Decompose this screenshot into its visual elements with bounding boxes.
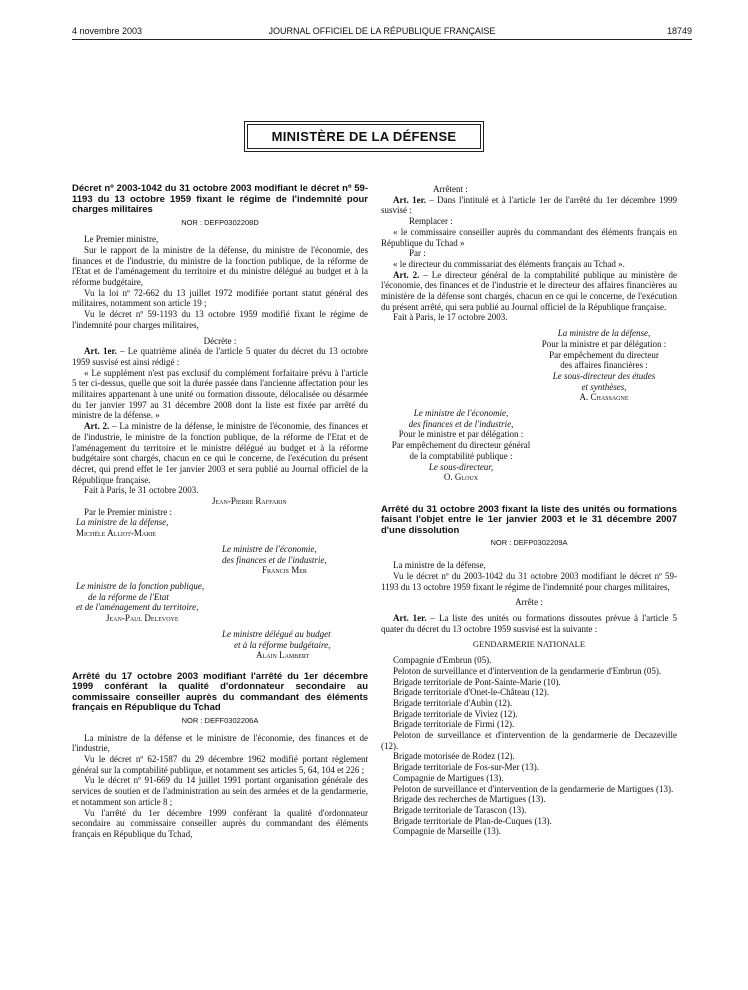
arrete1-s2-l4: Par empêchement du directeur général [391, 440, 531, 451]
arrete2-arrete: Arrête : [515, 597, 543, 608]
unit-list-item: Brigade des recherches de Martigues (13). [393, 794, 546, 805]
header-journal-title: JOURNAL OFFICIEL DE LA RÉPUBLIQUE FRANÇAISE [268, 26, 496, 36]
decree1-eco-name: Francis Mer [262, 565, 307, 576]
arrete1-p3: Vu le décret nº 91-669 du 14 juillet 1991 portant organisation générale des services de soutien et de l'administration au sein des armées et de la gendarmerie, et notamment son article 8 ; [72, 775, 368, 807]
unit-list-item: Brigade territoriale d'Aubin (12). [393, 697, 513, 708]
arrete1-fait: Fait à Paris, le 17 octobre 2003. [393, 312, 508, 323]
arrete1-par: Par : [409, 248, 426, 259]
unit-list-item: Brigade territoriale de Firmi (12). [393, 719, 515, 730]
arrete1-s2-l6: Le sous-directeur, [428, 461, 494, 472]
decree1-art2-text: – La ministre de la défense, le ministre de l'économie, des finances et de l'industrie, le ministre de la fonction publique, de la réforme de l'Etat et de l'aménagement du territoire et le ministre délégué au budget et à la réforme budgétaire sont chargés, chacun en ce qui le concerne, de l'exécution du présent décret, qui prend effet le 1er janvier 2003 et sera publié au Journal officiel de la République française. [72, 421, 368, 485]
arrete1-s1-l1: La ministre de la défense, [557, 328, 651, 339]
right-column [381, 184, 677, 837]
arrete2-title: Arrêté du 31 octobre 2003 fixant la liste des unités ou formations faisant l'objet entre le 1er janvier 2003 et le 31 décembre 2007 d'une dissolution [381, 503, 677, 536]
arrete1-art2-label: Art. 2. [393, 269, 420, 280]
arrete1-art2 [381, 270, 677, 313]
decree1-p1: Le Premier ministre, [84, 234, 159, 245]
arrete1-s1-l2: Pour la ministre et par délégation : [541, 338, 667, 349]
decree1-art2 [72, 421, 368, 485]
arrete1-p1: La ministre de la défense et le ministre de l'économie, des finances et de l'industrie, [72, 732, 368, 754]
decree1-par-pm: Par le Premier ministre : [84, 506, 172, 517]
decree1-art2-label: Art. 2. [84, 421, 110, 432]
arrete1-q2: « le directeur du commissariat des éléments français au Tchad ». [393, 258, 625, 269]
decree1-decrete: Décrète : [203, 335, 237, 346]
unit-list-item: Compagnie d'Embrun (05). [393, 655, 492, 666]
arrete1-q1: « le commissaire conseiller auprès du commandant des éléments français en République du Tchad » [381, 226, 677, 248]
decree1-p3: Vu la loi nº 72-662 du 13 juillet 1972 modifiée portant statut général des militaires, notamment son article 19 ; [72, 287, 368, 309]
arrete2-art1-text: – La liste des unités ou formations dissoutes prévue à l'article 5 quater du décret du 13 octobre 1959 susvisé est la suivante : [381, 613, 677, 634]
arrete1-s2-l3: Pour le ministre et par délégation : [398, 429, 524, 440]
arrete1-art1-text: – Dans l'intitulé et à l'article 1er de l'arrêté du 1er décembre 1999 susvisé : [381, 194, 678, 216]
unit-list-item: Peloton de surveillance et d'intervention de la gendarmerie d'Embrun (05). [393, 665, 662, 676]
unit-list-item: Brigade territoriale de Plan-de-Cuques (13). [393, 815, 552, 826]
decree1-p2: Sur le rapport de la ministre de la défense, du ministre de l'économie, des finances et de l'industrie, du ministre de la fonction publique, de la réforme de l'Etat et de l'aménagement du territoire et du ministre délégué au budget et à la réforme budgétaire, [72, 244, 368, 288]
arrete1-s2-l2: des finances et de l'industrie, [408, 418, 514, 429]
unit-list-item: Brigade territoriale de Viviez (12). [393, 708, 518, 719]
decree1-quote: « Le supplément n'est pas exclusif du complément forfaitaire prévu à l'article 5 ter ci-dessus, quelle que soit la durée passée dans l'ancienne affectation pour les militaires appartenant à une unité ou formation dissoute, délocalisée ou désarmée du 1er janvier 1997 au 31 décembre 2008 dont la liste est fixée par arrêté du ministre de la défense. » [72, 367, 368, 421]
arrete1-nor: NOR : DEFF0302206A [181, 715, 259, 725]
arrete1-signature-1 [381, 328, 677, 403]
arrete2-p2: Vu le décret nº du 2003-1042 du 31 octobre 2003 modifiant le décret nº 59-1193 du 13 octobre 1959 fixant le régime de l'indemnité pour charges militaires, [381, 570, 677, 592]
decree1-title: Décret nº 2003-1042 du 31 octobre 2003 modifiant le décret nº 59-1193 du 13 octobre 1959 fixant le régime de l'indemnité pour charges militaires [72, 183, 368, 215]
arrete1-s2-l1: Le ministre de l'économie, [413, 408, 509, 419]
decree1-def-name: Michèle Alliot-Marie [76, 528, 156, 539]
unit-list-item: Brigade territoriale de Pont-Sainte-Marie (10). [393, 676, 561, 687]
arrete2-nor: NOR : DEFP0302209A [490, 538, 568, 548]
arrete1-art2-text: – Le directeur général de la comptabilité publique au ministère de l'économie, des finances et de l'industrie et le directeur des affaires financières au ministère de la défense sont chargés, chacun en ce qui le concerne, de l'exécution du présent arrêté, qui sera publié au Journal officiel de la République française. [381, 269, 677, 312]
header-date: 4 novembre 2003 [72, 26, 143, 36]
decree1-bud-title2: et à la réforme budgétaire, [234, 639, 331, 650]
arrete2-art1-label: Art. 1er. [393, 613, 427, 623]
arrete1-p4: Vu l'arrêté du 1er décembre 1999 conférant la qualité d'ordonnateur secondaire au commissaire conseiller auprès du commandant des éléments français en République du Tchad, [72, 807, 368, 839]
decree1-art1-text: – Le quatrième alinéa de l'article 5 quater du décret du 13 octobre 1959 susvisé est ainsi rédigé : [72, 346, 368, 367]
decree1-p4: Vu le décret nº 59-1193 du 13 octobre 1959 modifié fixant le régime de l'indemnité pour charges militaires, [72, 309, 368, 330]
decree1-fait: Fait à Paris, le 31 octobre 2003. [84, 485, 199, 496]
decree1-art1-label: Art. 1er. [84, 346, 117, 357]
decree1-nor: NOR : DEFP0302208D [181, 217, 259, 227]
decree1-fp-title1: Le ministre de la fonction publique, [76, 581, 205, 591]
unit-list-item: Brigade territoriale d'Onet-le-Château (12). [393, 687, 550, 698]
arrete1-s2-l5: de la comptabilité publique : [409, 450, 513, 461]
decree1-fp-name: Jean-Paul Delevoye [106, 613, 179, 624]
arrete1-remplacer: Remplacer : [409, 216, 453, 227]
decree1-fp-title2: de la réforme de l'Etat [88, 591, 169, 602]
arrete1-s1-l3: Par empêchement du directeur [549, 349, 659, 360]
arrete1-art1 [381, 195, 677, 216]
arrete1-s1-l6: et synthèses, [581, 381, 627, 392]
decree1-bud-title1: Le ministre délégué au budget [222, 628, 331, 639]
arrete1-s2-name: O. Gloux [443, 472, 479, 483]
unit-list-item: Compagnie de Marseille (13). [393, 826, 501, 837]
unit-list-item: Peloton de surveillance et d'intervention de la gendarmerie de Martigues (13). [393, 783, 674, 794]
ministry-title-box: MINISTÈRE DE LA DÉFENSE [247, 124, 481, 149]
page-header [72, 26, 692, 40]
unit-list-item: Peloton de surveillance et d'intervention de la gendarmerie de Decazeville (12). [381, 730, 677, 751]
decree1-def-title: La ministre de la défense, [76, 517, 169, 528]
decree1-bud-name: Alain Lambert [256, 650, 310, 661]
arrete2-art1 [381, 613, 677, 634]
arrete1-p2: Vu le décret nº 62-1587 du 29 décembre 1962 modifié portant règlement général sur la comptabilité publique, et notamment ses articles 5, 64, 104 et 226 ; [72, 754, 368, 775]
header-page-number: 18749 [666, 26, 692, 36]
arrete1-signature-2 [381, 408, 541, 483]
arrete1-s1-name: A. Chassagne [579, 392, 629, 403]
unit-list-item: Brigade territoriale de Tarascon (13). [393, 804, 527, 815]
decree1-fp-title3: et de l'aménagement du territoire, [76, 602, 199, 613]
unit-list-item: Brigade territoriale de Fos-sur-Mer (13). [393, 762, 540, 773]
unit-list-item: Compagnie de Martigues (13). [393, 772, 504, 783]
arrete1-s1-l5: Le sous-directeur des études [552, 370, 656, 381]
arrete2-p1: La ministre de la défense, [393, 560, 486, 571]
decree1-eco-title2: des finances et de l'industrie, [222, 554, 327, 565]
units-list [381, 655, 677, 837]
arrete1-title: Arrêté du 17 octobre 2003 modifiant l'arrêté du 1er décembre 1999 conférant la qualité d'ordonnateur secondaire au commissaire conseiller auprès du commandant des éléments français en République du Tchad [72, 670, 368, 714]
arrete1-art1-label: Art. 1er. [393, 194, 426, 205]
decree1-eco-title1: Le ministre de l'économie, [222, 543, 317, 554]
arrete1-s1-l4: des affaires financières : [560, 360, 648, 371]
arrete2-section-heading: GENDARMERIE NATIONALE [472, 639, 586, 650]
left-column [72, 184, 368, 840]
decree1-art1 [72, 346, 368, 367]
decree1-sig-pm: Jean-Pierre Raffarin [212, 496, 287, 507]
arrete1-arretent: Arrêtent : [433, 184, 468, 194]
header-rule [72, 39, 692, 40]
unit-list-item: Brigade motorisée de Rodez (12). [393, 751, 515, 762]
